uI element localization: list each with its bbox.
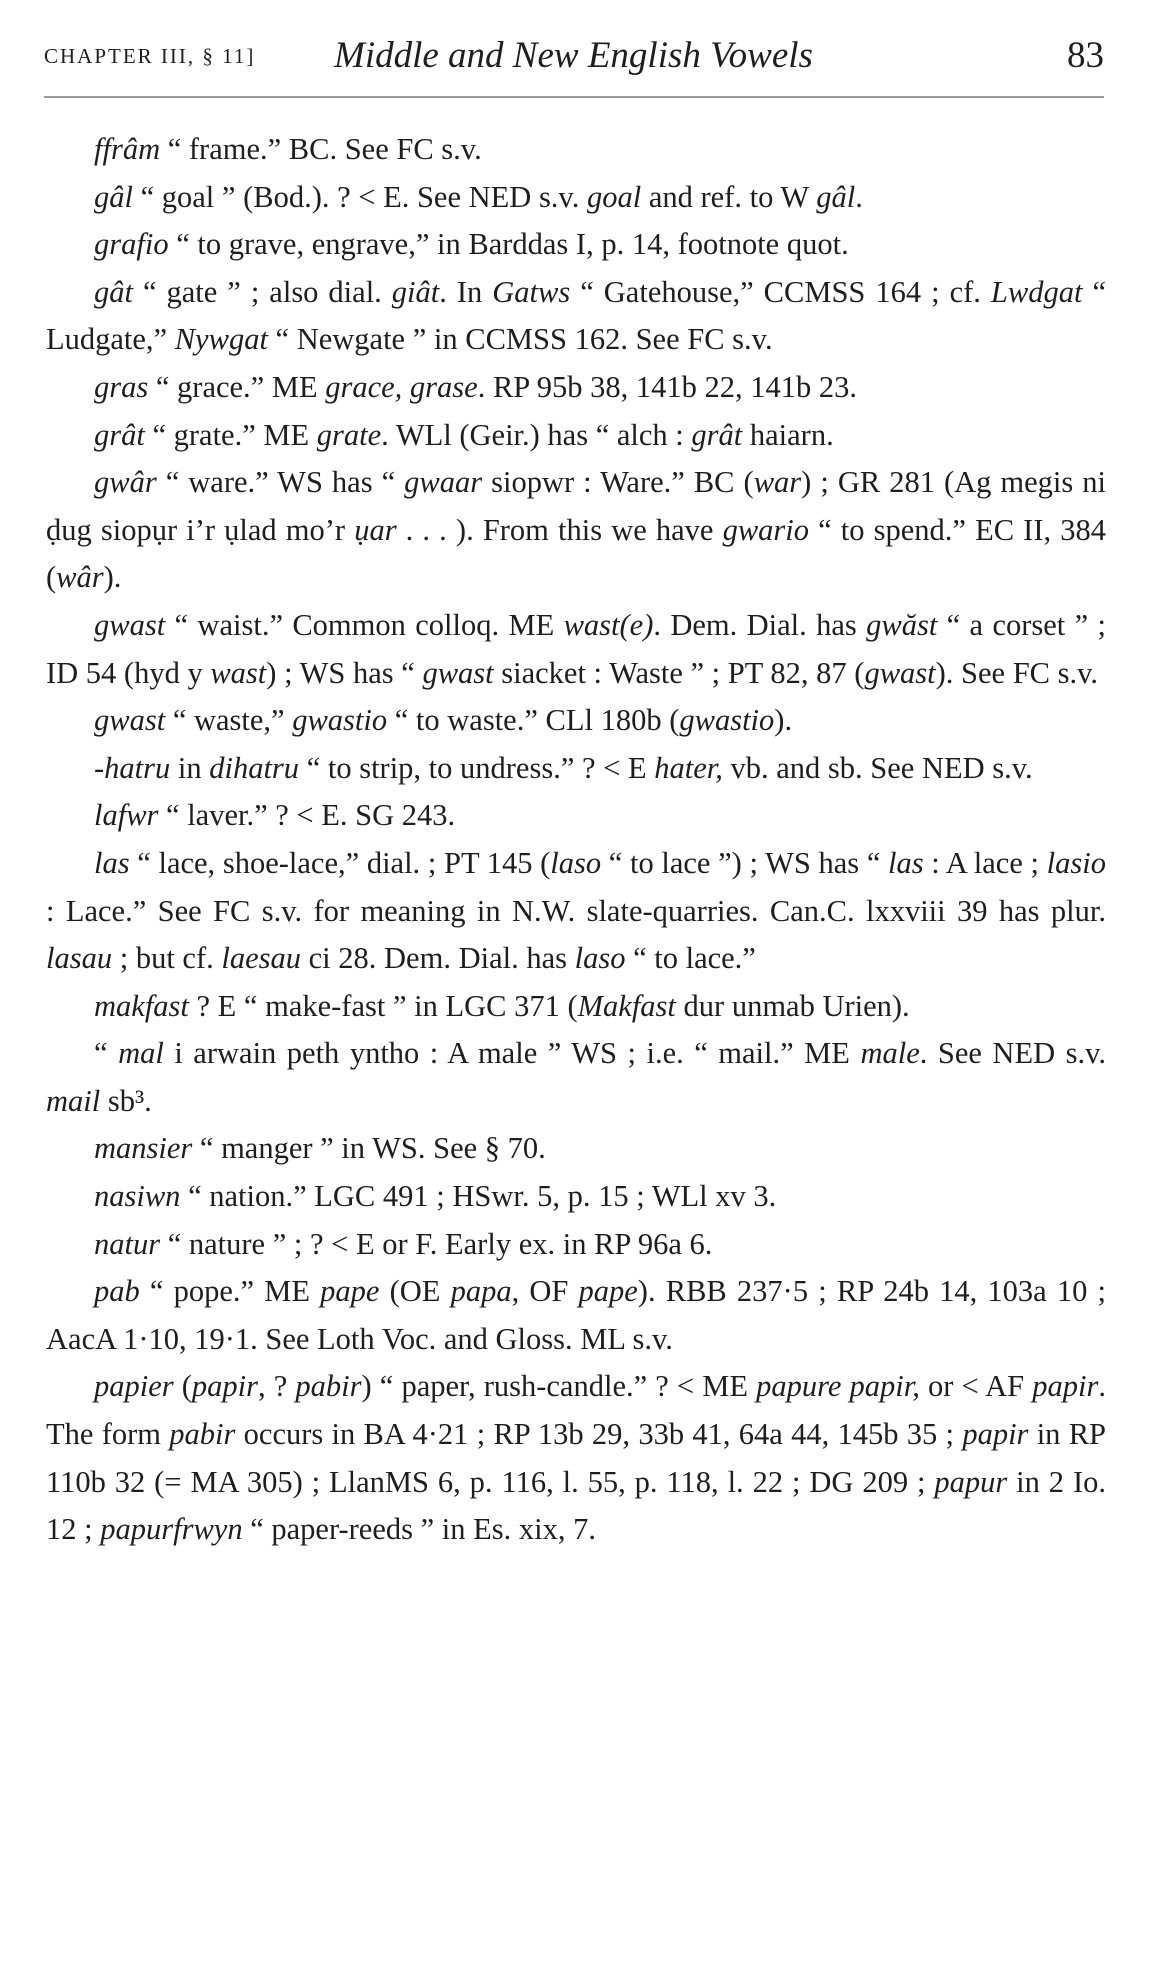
- glossary-entry: natur “ nature ” ; ? < E or F. Early ex. in RP 96a 6.: [94, 1226, 713, 1261]
- glossary-entry: nasiwn “ nation.” LGC 491 ; HSwr. 5, p. 15 ; WLl xv 3.: [94, 1179, 777, 1214]
- glossary-entry: gwast “ waste,” gwastio “ to waste.” CLl 180b (gwastio).: [94, 703, 793, 738]
- page-number: 83: [1067, 35, 1104, 76]
- glossary-entry: -hatru in dihatru “ to strip, to undress.” ? < E hater, vb. and sb. See NED s.v.: [94, 750, 1033, 785]
- glossary-entry: grât “ grate.” ME grate. WLl (Geir.) has “ alch : grât haiarn.: [94, 417, 834, 452]
- glossary-entry: lafwr “ laver.” ? < E. SG 243.: [94, 798, 456, 833]
- glossary-entry: gwâr “ ware.” WS has “ gwaar siopwr : Ware.” BC (war) ; GR 281 (Ag megis ni ḍug siopụr i’r ụlad mo’r ụar . . . ). From this we have gwario “ to spend.” EC II, 384 (wâr).: [46, 465, 1106, 595]
- glossary-entry: “ mal i arwain peth yntho : A male ” WS ; i.e. “ mail.” ME male. See NED s.v. mail sb³.: [46, 1036, 1107, 1118]
- glossary-body: [46, 126, 1106, 1554]
- glossary-entry: pab “ pope.” ME pape (OE papa, OF pape). RBB 237·5 ; RP 24b 14, 103a 10 ; AacA 1·10, 19·1. See Loth Voc. and Gloss. ML s.v.: [46, 1274, 1106, 1356]
- glossary-entry: las “ lace, shoe-lace,” dial. ; PT 145 (laso “ to lace ”) ; WS has “ las : A lace ; lasio : Lace.” See FC s.v. for meaning in N.W. slate-quarries. Can.C. lxxviii 39 has plur. lasau ; but cf. laesau ci 28. Dem. Dial. has laso “ to lace.”: [46, 845, 1106, 976]
- glossary-entry: gât “ gate ” ; also dial. giât. In Gatws “ Gatehouse,” CCMSS 164 ; cf. Lwdgat “ Ludgate,” Nywgat “ Newgate ” in CCMSS 162. See FC s.v.: [46, 274, 1106, 357]
- glossary-entry: makfast ? E “ make-fast ” in LGC 371 (Makfast dur unmab Urien).: [94, 988, 910, 1023]
- header-rule: [44, 96, 1104, 98]
- running-title: Middle and New English Vowels: [334, 35, 813, 76]
- glossary-entry: ffrâm “ frame.” BC. See FC s.v.: [94, 132, 482, 166]
- running-header: [44, 30, 1104, 88]
- glossary-entry: gwast “ waist.” Common colloq. ME wast(e). Dem. Dial. has gwăst “ a corset ” ; ID 54 (hyd y wast) ; WS has “ gwast siacket : Waste ” ; PT 82, 87 (gwast). See FC s.v.: [46, 607, 1106, 690]
- chapter-reference: CHAPTER III, § 11]: [44, 44, 256, 68]
- glossary-entry: papier (papir, ? pabir) “ paper, rush-candle.” ? < ME papure papir, or < AF papir. The form pabir occurs in BA 4·21 ; RP 13b 29, 33b 41, 64a 44, 145b 35 ; papir in RP 110b 32 (= MA 305) ; LlanMS 6, p. 116, l. 55, p. 118, l. 22 ; DG 209 ; papur in 2 Io. 12 ; papurfrwyn “ paper-reeds ” in Es. xix, 7.: [46, 1369, 1107, 1547]
- glossary-entry: grafio “ to grave, engrave,” in Barddas I, p. 14, footnote quot.: [94, 227, 849, 262]
- glossary-entry: mansier “ manger ” in WS. See § 70.: [94, 1131, 546, 1166]
- glossary-entry: gâl “ goal ” (Bod.). ? < E. See NED s.v. goal and ref. to W gâl.: [94, 179, 863, 214]
- glossary-entry: gras “ grace.” ME grace, grase. RP 95b 38, 141b 22, 141b 23.: [94, 369, 858, 404]
